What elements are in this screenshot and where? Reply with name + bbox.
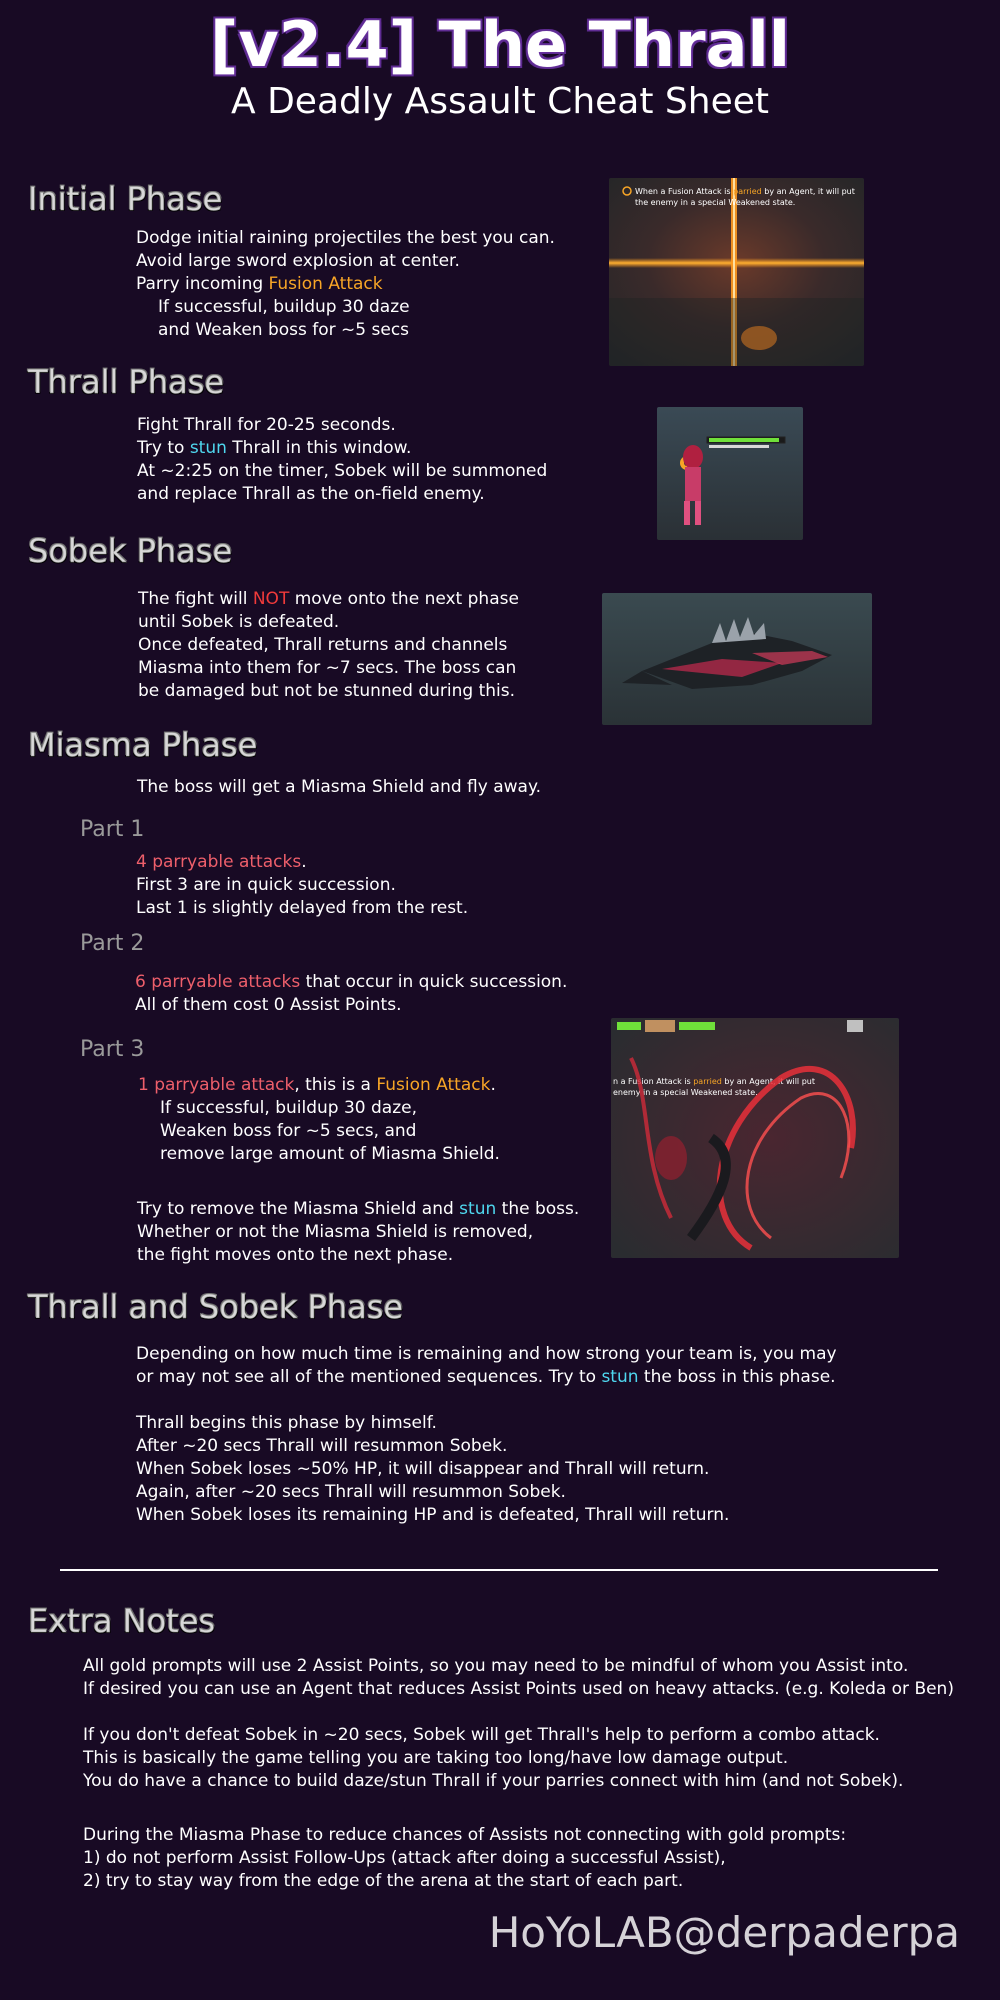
- thrall-sobek-phase-heading: Thrall and Sobek Phase: [28, 1288, 404, 1326]
- miasma-phase-heading: Miasma Phase: [28, 726, 258, 764]
- page-subtitle: A Deadly Assault Cheat Sheet: [231, 81, 769, 122]
- text-line: remove large amount of Miasma Shield.: [160, 1144, 500, 1164]
- thrall-phase-heading: Thrall Phase: [28, 363, 225, 401]
- text-line: and Weaken boss for ~5 secs: [158, 320, 410, 340]
- stun-highlight: stun: [459, 1199, 497, 1219]
- miasma-fusion-parry-screenshot: [611, 1018, 899, 1258]
- text-line: Avoid large sword explosion at center.: [136, 251, 460, 271]
- text-line: All of them cost 0 Assist Points.: [135, 995, 402, 1015]
- fusion-attack-highlight: Fusion Attack: [376, 1075, 491, 1095]
- parry-highlight: 6 parryable attacks: [135, 972, 301, 992]
- text-line: If you don't defeat Sobek in ~20 secs, Sobek will get Thrall's help to perform a combo attack.: [83, 1725, 880, 1745]
- text-line: At ~2:25 on the timer, Sobek will be summoned: [137, 461, 548, 481]
- text-line: and replace Thrall as the on-field enemy.: [137, 484, 485, 504]
- part-3-text: [138, 1074, 500, 1166]
- text-line: Depending on how much time is remaining and how strong your team is, you may: [136, 1344, 837, 1364]
- text-line: Once defeated, Thrall returns and channels: [138, 635, 508, 655]
- text-line: Again, after ~20 secs Thrall will resummon Sobek.: [136, 1482, 566, 1502]
- text-line: Last 1 is slightly delayed from the rest.: [136, 898, 469, 918]
- part-1-heading: Part 1: [80, 817, 145, 842]
- thrall-sobek-phase-text: [136, 1343, 837, 1527]
- thrall-phase-text: [137, 414, 547, 506]
- text-line: If successful, buildup 30 daze,: [160, 1098, 417, 1118]
- sobek-phase-text: [138, 588, 519, 703]
- initial-phase-heading: Initial Phase: [28, 180, 223, 218]
- section-divider: [60, 1569, 938, 1571]
- sobek-phase-heading: Sobek Phase: [28, 532, 233, 570]
- spacer: [136, 1389, 837, 1412]
- text-line: be damaged but not be stunned during this.: [138, 681, 515, 701]
- part-1-text: [136, 851, 468, 920]
- text-line: 2) try to stay way from the edge of the arena at the start of each part.: [83, 1871, 684, 1891]
- page-title: [v2.4] The Thrall: [210, 8, 790, 81]
- text-line: Thrall begins this phase by himself.: [136, 1413, 437, 1433]
- text-line: You do have a chance to build daze/stun Thrall if your parries connect with him (and not Sobek).: [83, 1771, 904, 1791]
- thrall-stun-screenshot: [657, 407, 803, 540]
- fusion-attack-highlight: Fusion Attack: [268, 274, 383, 294]
- not-highlight: NOT: [252, 589, 290, 609]
- text-line: When Sobek loses ~50% HP, it will disappear and Thrall will return.: [136, 1459, 710, 1479]
- svg-text:enemy in a special Weakened st: enemy in a special Weakened state.: [613, 1088, 758, 1097]
- part-2-text: [135, 971, 567, 1017]
- text-line: 4 parryable attacks.: [136, 852, 307, 872]
- parry-highlight: 1 parryable attack: [138, 1075, 295, 1095]
- miasma-outro: [137, 1198, 579, 1267]
- text-line: or may not see all of the mentioned sequences. Try to stun the boss in this phase.: [136, 1367, 836, 1387]
- parry-highlight: 4 parryable attacks: [136, 852, 302, 872]
- svg-text:the enemy in a special Weakene: the enemy in a special Weakened state.: [635, 198, 796, 207]
- fusion-attack-parry-image: [609, 178, 864, 366]
- spacer: [83, 1701, 954, 1724]
- text-line: Fight Thrall for 20-25 seconds.: [137, 415, 396, 435]
- thrall-stun-image: [657, 407, 803, 540]
- author-credit: HoYoLAB@derpaderpa: [488, 1908, 960, 1957]
- miasma-fusion-parry-image: [611, 1018, 899, 1258]
- text-line: During the Miasma Phase to reduce chances of Assists not connecting with gold prompts:: [83, 1825, 847, 1845]
- text-line: If desired you can use an Agent that reduces Assist Points used on heavy attacks. (e.g. Koleda or Ben): [83, 1679, 954, 1699]
- initial-phase-text: [136, 227, 555, 342]
- text-line: When Sobek loses its remaining HP and is defeated, Thrall will return.: [136, 1505, 730, 1525]
- text-line: All gold prompts will use 2 Assist Points, so you may need to be mindful of whom you Assist into.: [83, 1656, 909, 1676]
- text-line: Parry incoming Fusion Attack: [136, 274, 383, 294]
- stun-highlight: stun: [189, 438, 227, 458]
- svg-text:n a Fusion Attack is parried b: n a Fusion Attack is parried by an Agent, it will put: [613, 1077, 815, 1086]
- text-line: Miasma into them for ~7 secs. The boss can: [138, 658, 517, 678]
- spacer: [83, 1793, 954, 1824]
- text-line: After ~20 secs Thrall will resummon Sobek.: [136, 1436, 508, 1456]
- text-line: This is basically the game telling you are taking too long/have low damage output.: [83, 1748, 789, 1768]
- text-line: until Sobek is defeated.: [138, 612, 340, 632]
- text-line: Dodge initial raining projectiles the best you can.: [136, 228, 555, 248]
- text-line: 1 parryable attack, this is a Fusion Attack.: [138, 1075, 496, 1095]
- text-line: Whether or not the Miasma Shield is removed,: [137, 1222, 534, 1242]
- text-line: Try to stun Thrall in this window.: [137, 438, 412, 458]
- sobek-image: [602, 593, 872, 725]
- text-line: the fight moves onto the next phase.: [137, 1245, 454, 1265]
- extra-notes-heading: Extra Notes: [28, 1602, 216, 1640]
- part-3-heading: Part 3: [80, 1037, 145, 1062]
- text-line: The fight will NOT move onto the next phase: [138, 589, 519, 609]
- text-line: Weaken boss for ~5 secs, and: [160, 1121, 417, 1141]
- miasma-intro: The boss will get a Miasma Shield and fly away.: [137, 777, 541, 797]
- extra-notes-text: [83, 1655, 954, 1893]
- fusion-attack-parry-screenshot: [609, 178, 864, 366]
- stun-highlight: stun: [601, 1367, 639, 1387]
- text-line: First 3 are in quick succession.: [136, 875, 396, 895]
- text-line: 1) do not perform Assist Follow-Ups (attack after doing a successful Assist),: [83, 1848, 726, 1868]
- text-line: Try to remove the Miasma Shield and stun the boss.: [137, 1199, 580, 1219]
- text-line: 6 parryable attacks that occur in quick succession.: [135, 972, 568, 992]
- text-line: If successful, buildup 30 daze: [158, 297, 410, 317]
- svg-text:When a Fusion Attack is parrie: When a Fusion Attack is parried by an Agent, it will put: [635, 187, 855, 196]
- sobek-screenshot: [602, 593, 872, 725]
- part-2-heading: Part 2: [80, 931, 145, 956]
